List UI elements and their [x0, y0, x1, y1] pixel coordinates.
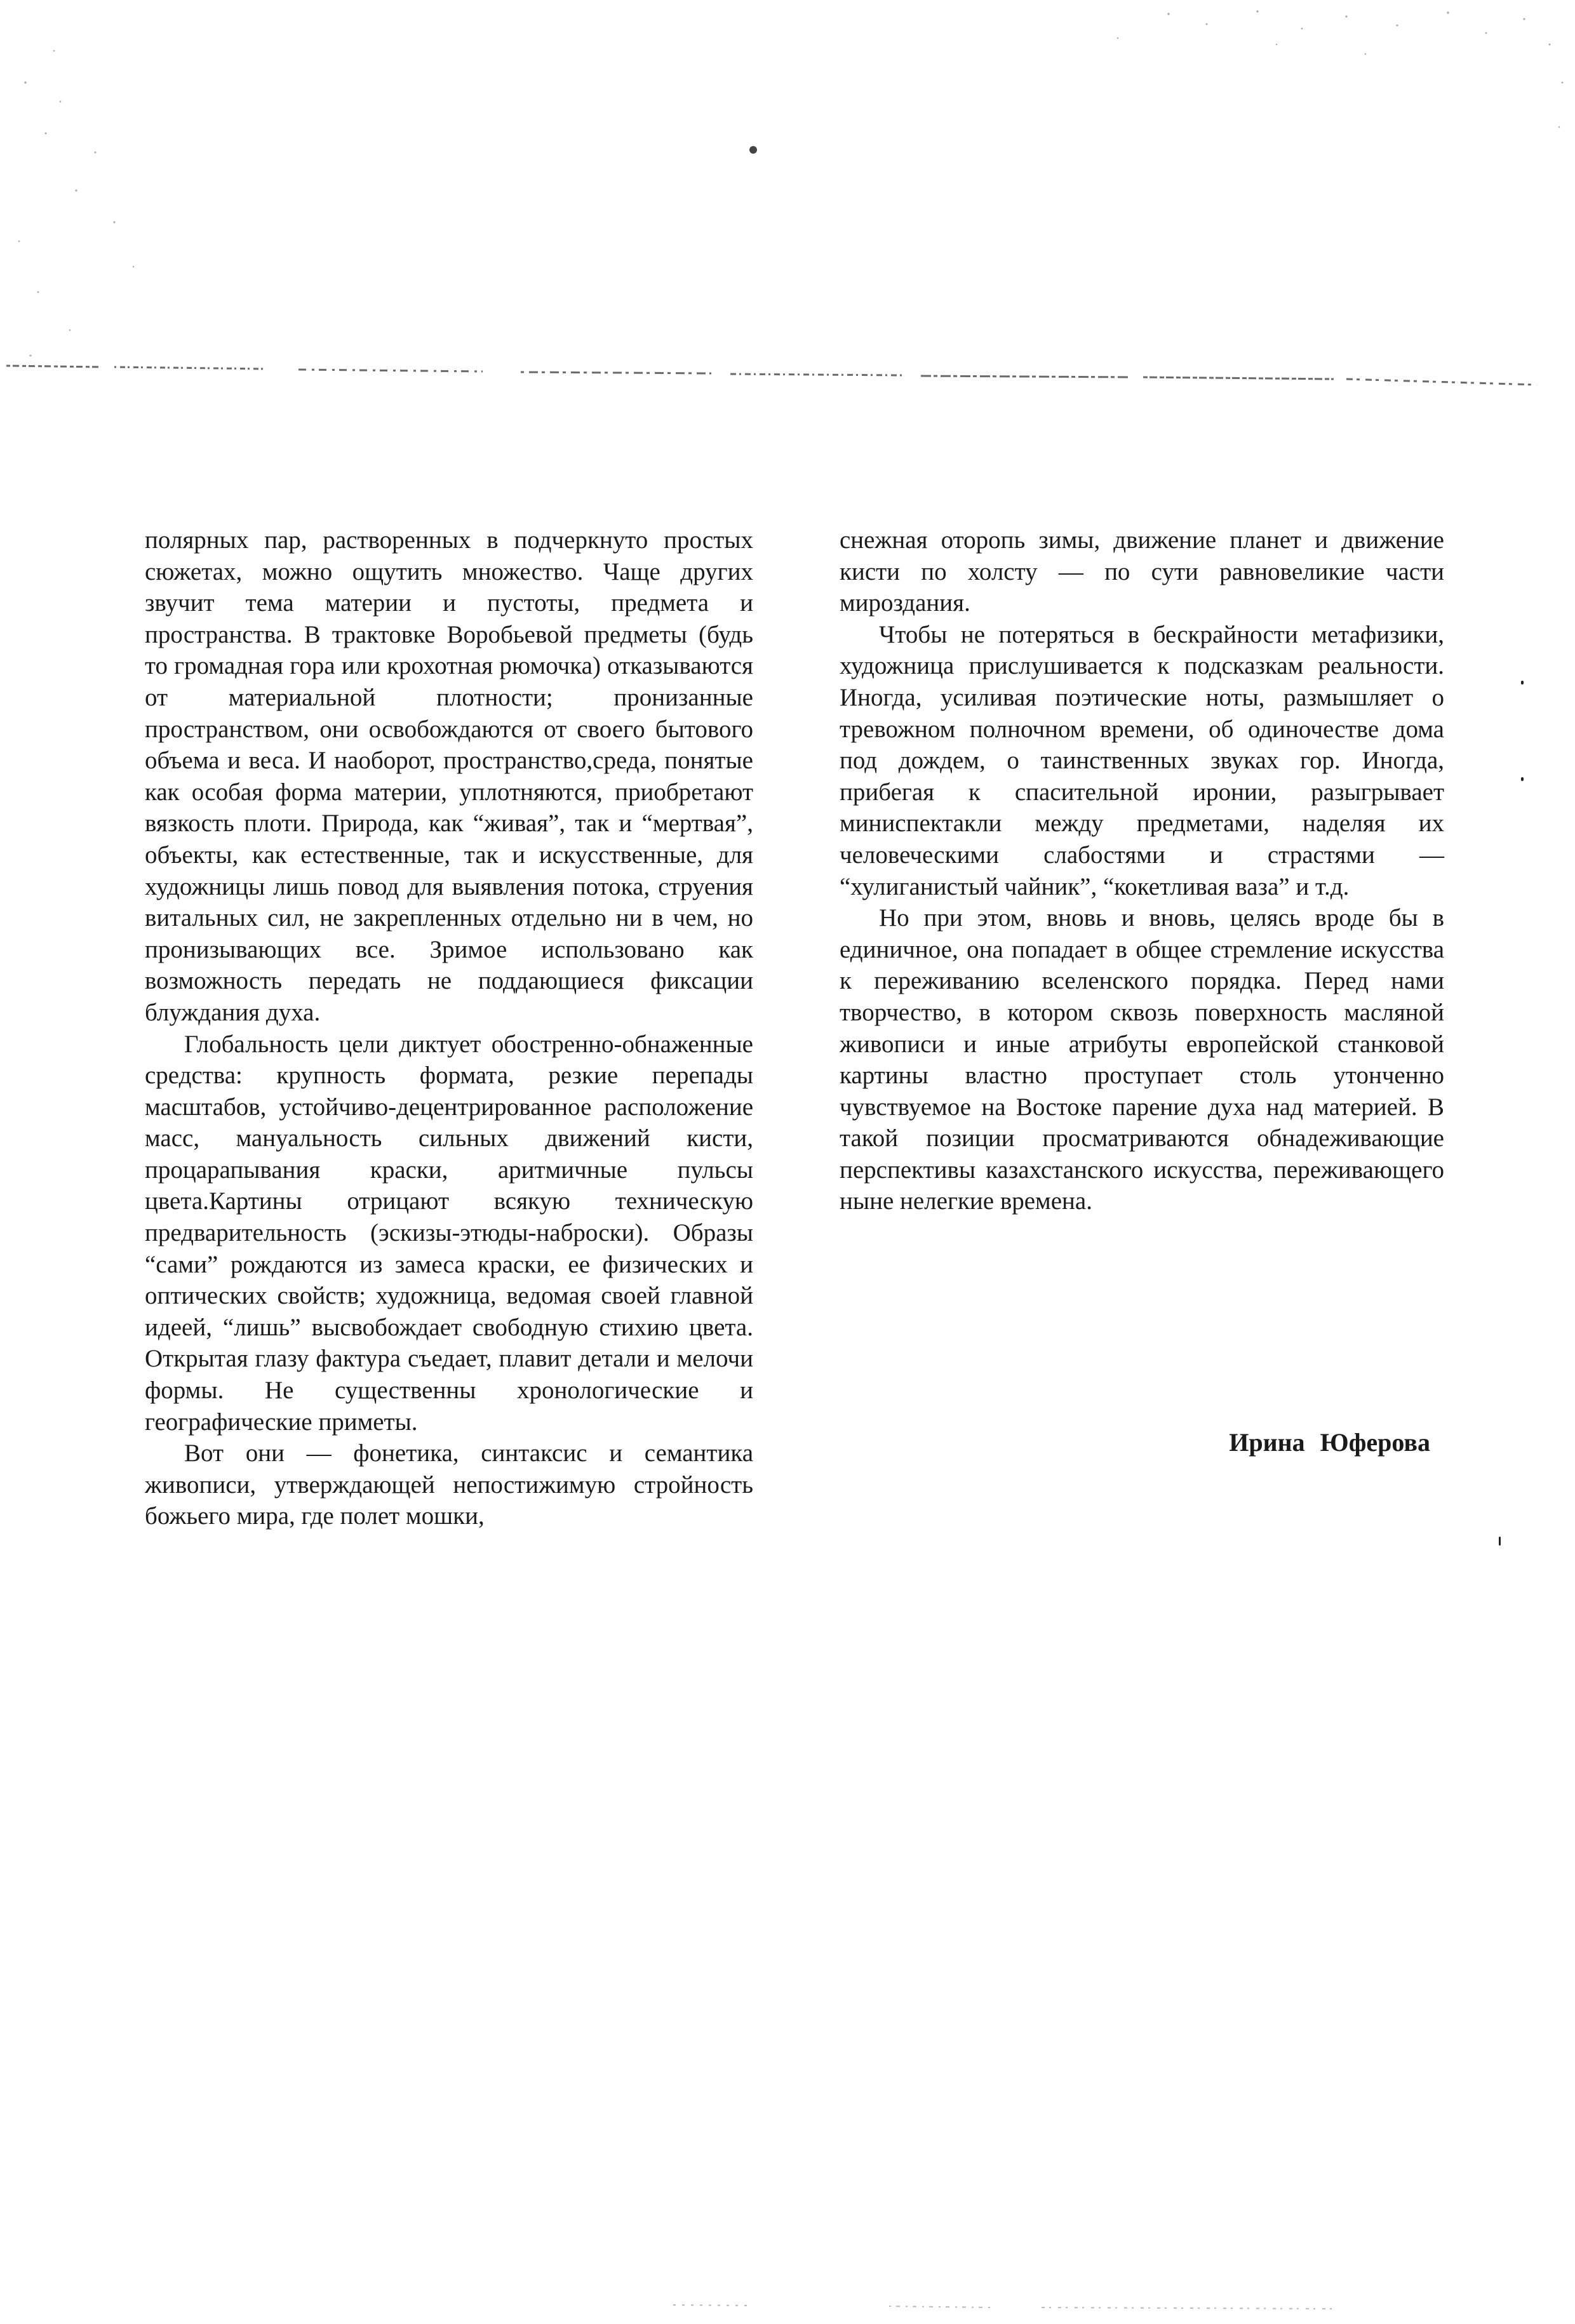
paragraph: полярных пар, растворенных в подчеркнуто простых сюжетах, можно ощутить множество. Чаще других звучит тема материи и пустоты, предмета и пространства. В трактовке Воробьевой предметы (будь то громадная гора или крохотная рюмочка) отказываются от материальной плотности; пронизанные пространством, они освобождаются от своего бытового объема и веса. И наоборот, пространство,среда, понятые как особая форма материи, уплотняются, приобретают вязкость плоти. Природа, как “живая”, так и “мертвая”, объекты, как естественные, так и искусственные, для художницы лишь повод для выявления потока, струения витальных сил, не закрепленных отдельно ни в чем, но пронизывающих все. Зримое использовано как возможность передать не поддающиеся фиксации блуждания духа.: [145, 526, 753, 1026]
paragraph: Но при этом, вновь и вновь, целясь вроде бы в единичное, она попадает в общее стремление искусства к переживанию вселенского порядка. Перед нами творчество, в котором сквозь поверхность масляной живописи и иные атрибуты европейской станковой картины властно проступает столь утонченно чувствуемое на Востоке парение духа над материей. В такой позиции просматриваются обнадеживающие перспективы казахстанского искусства, переживающего ныне нелегкие времена.: [840, 904, 1444, 1215]
scan-mark: [1521, 681, 1524, 685]
scan-noise-bottom: [0, 2286, 1575, 2324]
paragraph: Чтобы не потеряться в бескрайности метафизики, художница прислушивается к подсказкам реальности. Иногда, усиливая поэтические ноты, размышляет о тревожном полночном времени, об одиночестве дома под дождем, о таинственных звуках гор. Иногда, прибегая к спасительной иронии, разыгрывает миниспектакли между предметами, наделяя их человеческими слабостями и страстями — “хулиганистый чайник”, “кокетливая ваза” и т.д.: [840, 620, 1444, 900]
scan-mark: [1521, 777, 1524, 781]
author-signature: Ирина Юферова: [1229, 1428, 1430, 1457]
paragraph: Вот они — фонетика, синтаксис и семантика живописи, утверждающей непостижимую стройность божьего мира, где полет мошки,: [145, 1439, 753, 1530]
paragraph: снежная оторопь зимы, движение планет и движение кисти по холсту — по сути равновеликие части мироздания.: [840, 526, 1444, 617]
left-column: [145, 524, 753, 1532]
right-column: [840, 524, 1444, 1217]
scan-noise-top: [0, 0, 1575, 444]
scan-mark: [1499, 1537, 1501, 1546]
paragraph: Глобальность цели диктует обостренно-обнаженные средства: крупность формата, резкие перепады масштабов, устойчиво-децентрированное расположение масс, мануальность сильных движений кисти, процарапывания краски, аритмичные пульсы цвета.Картины отрицают всякую техническую предварительность (эскизы-этюды-наброски). Образы “сами” рождаются из замеса краски, ее физических и оптических свойств; художница, ведомая своей главной идеей, “лишь” высвобождает свободную стихию цвета. Открытая глазу фактура съедает, плавит детали и мелочи формы. Не существенны хронологические и географические приметы.: [145, 1030, 753, 1436]
